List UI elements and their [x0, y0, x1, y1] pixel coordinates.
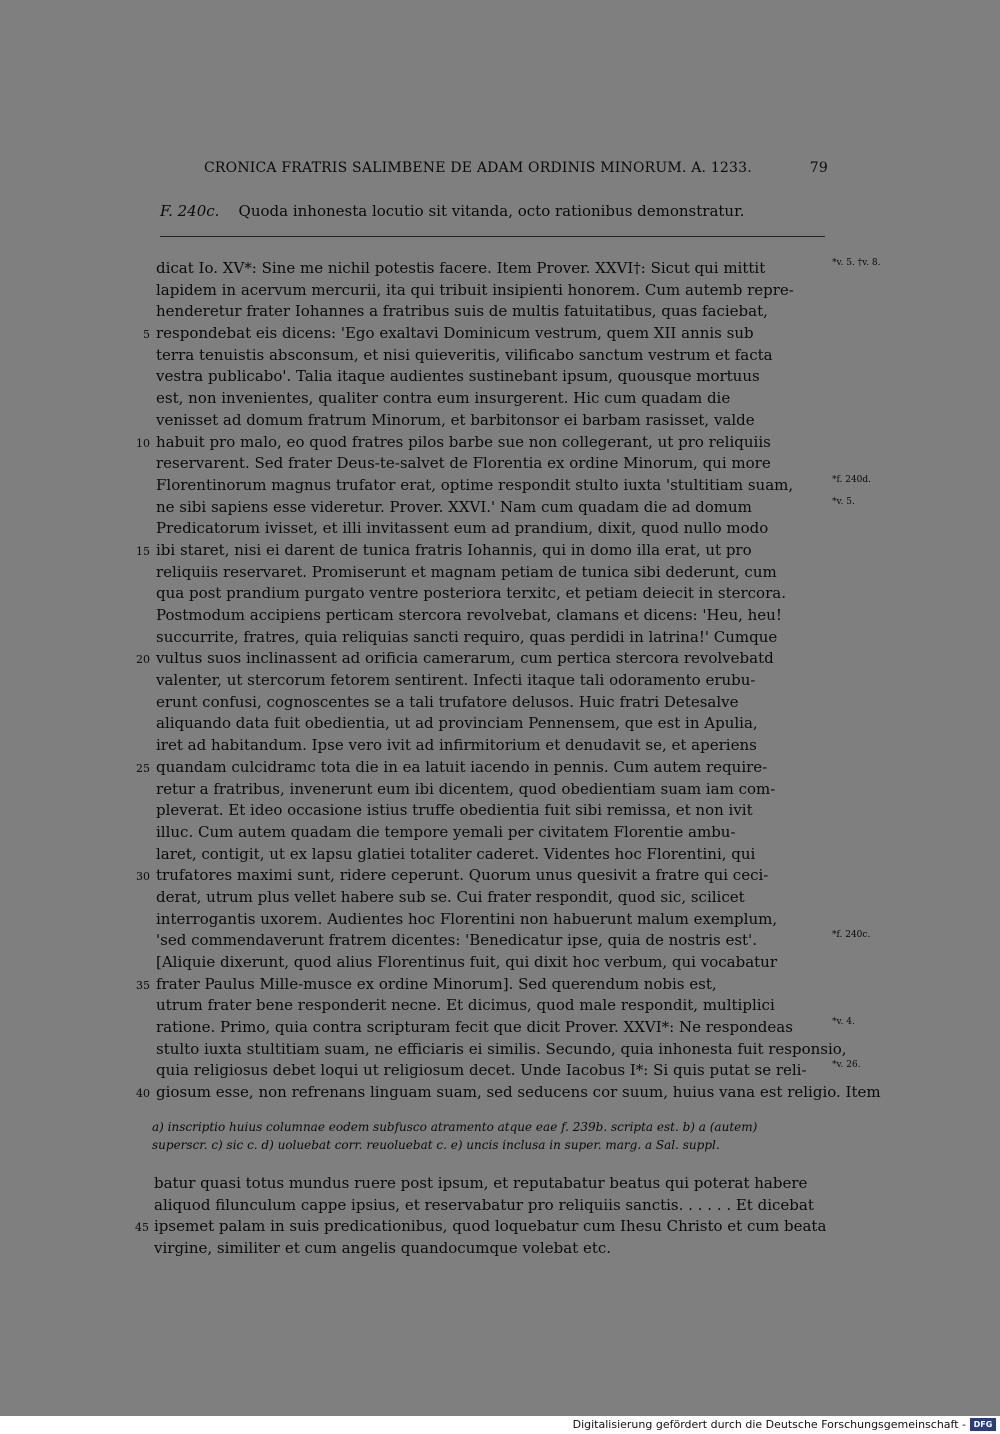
line-text: ne sibi sapiens esse videretur. Prover. XXVI.' Nam cum quadam die ad domum — [156, 497, 752, 516]
text-line — [156, 713, 826, 735]
chapter-heading — [160, 202, 820, 220]
line-text: quia religiosus debet loqui ut religiosum decet. Unde Iacobus I*: Si quis putat se reli- — [156, 1061, 807, 1080]
text-line — [137, 1238, 827, 1260]
margin-note: *v. 5. — [832, 496, 855, 507]
line-text: batur quasi totus mundus ruere post ipsum, et reputabatur beatus qui poterat habere — [154, 1174, 808, 1192]
line-text: stulto iuxta stultitiam suam, ne efficiaris ei similis. Secundo, quia inhonesta fuit responsio, — [156, 1039, 847, 1058]
line-text: habuit pro malo, eo quod fratres pilos barbe sue non collegerant, ut pro reliquiis — [156, 432, 771, 451]
text-line — [136, 648, 826, 670]
text-line — [156, 605, 826, 627]
text-line — [156, 410, 826, 432]
text-line — [136, 540, 826, 562]
text-line — [136, 974, 826, 996]
text-line — [156, 453, 826, 475]
line-text: qua post prandium purgato ventre posteriora terxitc, et petiam deiecit in stercora. — [156, 584, 786, 603]
margin-note: *f. 240d. — [832, 474, 872, 485]
margin-note: *v. 26. — [832, 1060, 861, 1071]
folio-ref: F. 240c. — [160, 202, 220, 220]
line-text: Florentinorum magnus trufator erat, optime respondit stulto iuxta 'stultitiam suam, — [156, 475, 794, 494]
line-text: laret, contigit, ut ex lapsu glatiei totaliter caderet. Videntes hoc Florentini, qui — [156, 844, 756, 863]
text-line — [137, 1195, 827, 1217]
text-line — [152, 1118, 824, 1136]
text-line — [156, 583, 826, 605]
text-line — [136, 865, 826, 887]
line-text: utrum frater bene responderit necne. Et dicimus, quod male respondit, multiplici — [156, 996, 775, 1015]
separator-rule — [160, 236, 825, 237]
text-line — [156, 258, 881, 280]
text-line — [152, 1136, 824, 1154]
text-line — [156, 800, 826, 822]
margin-note: *f. 240c. — [832, 930, 871, 941]
line-text: iret ad habitandum. Ipse vero ivit ad infirmitorium et denudavit se, et aperiens — [156, 736, 757, 755]
credit-text: Digitalisierung gefördert durch die Deutsche Forschungsgemeinschaft - — [572, 1418, 966, 1431]
main-text — [136, 258, 881, 1104]
running-title: CRONICA FRATRIS SALIMBENE DE ADAM ORDINIS MINORUM. A. 1233. — [204, 160, 752, 176]
line-number: 35 — [136, 978, 150, 992]
running-head — [204, 160, 828, 176]
line-text: vestra publicabo'. Talia itaque audientes sustinebant ipsum, quousque mortuus — [156, 367, 760, 386]
text-line — [156, 345, 826, 367]
line-text: Predicatorum ivisset, et illi invitassent eum ad prandium, dixit, quod nullo modo — [156, 519, 769, 538]
line-text: erunt confusi, cognoscentes se a tali trufatore delusos. Huic fratri Detesalve — [156, 692, 739, 711]
text-line — [156, 496, 855, 519]
text-line — [156, 1060, 861, 1082]
text-line — [156, 909, 826, 931]
line-text: aliquando data fuit obedientia, ut ad provinciam Pennensem, que est in Apulia, — [156, 714, 758, 733]
line-text: Postmodum accipiens perticam stercora revolvebat, clamans et dicens: 'Heu, heu! — [156, 606, 782, 624]
text-line — [156, 844, 826, 866]
text-line — [143, 323, 826, 345]
dfg-logo: DFG — [970, 1418, 996, 1431]
line-text: ipsemet palam in suis predicationibus, quod loquebatur cum Ihesu Christo et cum beata — [154, 1217, 827, 1236]
text-line — [156, 952, 826, 974]
text-line — [156, 692, 826, 714]
heading-text: Quoda inhonesta locutio sit vitanda, octo rationibus demonstratur. — [238, 202, 745, 220]
text-line — [156, 562, 826, 584]
text-line — [156, 995, 826, 1017]
text-line — [156, 930, 871, 952]
line-number: 15 — [136, 544, 150, 558]
text-line — [156, 388, 826, 410]
line-text: dicat Io. XV*: Sine me nichil potestis facere. Item Prover. XXVI†: Sicut qui mittit — [156, 259, 766, 277]
line-text: venisset ad domum fratrum Minorum, et barbitonsor ei barbam rasisset, valde — [156, 410, 755, 429]
page-number: 79 — [809, 160, 828, 176]
text-line — [137, 1216, 827, 1238]
text-line — [156, 627, 826, 649]
line-number: 20 — [136, 653, 150, 667]
text-line — [156, 1017, 855, 1039]
line-text: illuc. Cum autem quadam die tempore yemali per civitatem Florentie ambu- — [156, 822, 736, 841]
text-line — [156, 474, 872, 497]
line-text: retur a fratribus, invenerunt eum ibi dicentem, quod obedientiam suam iam com- — [156, 779, 776, 798]
line-number: 40 — [136, 1087, 150, 1101]
margin-note: *v. 5. †v. 8. — [832, 258, 881, 268]
line-text: ibi staret, nisi ei darent de tunica fratris Iohannis, qui in domo illa erat, ut pro — [156, 540, 752, 559]
line-text: henderetur frater Iohannes a fratribus suis de multis fatuitatibus, quas faciebat, — [156, 302, 768, 321]
text-line — [156, 301, 826, 323]
line-text: succurrite, fratres, quia reliquias sancti requiro, quas perdidi in latrina!' Cumque — [156, 627, 778, 646]
line-number: 10 — [136, 436, 150, 450]
line-text: virgine, similiter et cum angelis quandocumque volebat etc. — [154, 1239, 612, 1258]
text-line — [156, 670, 826, 692]
line-text: pleverat. Et ideo occasione istius truffe obedientia fuit sibi remissa, et non ivit — [156, 801, 753, 820]
footnote-text: superscr. c) sic c. d) uoluebat corr. reuoluebat c. e) uncis inclusa in super. marg. a Sal. suppl. — [152, 1138, 720, 1152]
line-text: 'sed commendaverunt fratrem dicentes: 'Benedicatur ipse, quia de nostris est'. — [156, 931, 757, 950]
text-line — [156, 887, 826, 909]
line-text: trufatores maximi sunt, ridere ceperunt. Quorum unus quesivit a fratre qui ceci- — [156, 866, 769, 885]
line-text: vultus suos inclinassent ad orificia camerarum, cum pertica stercora revolvebatd — [156, 649, 774, 668]
line-number: 5 — [143, 328, 150, 342]
text-line — [156, 366, 826, 388]
text-line — [156, 280, 826, 302]
credit-bar — [0, 1416, 1000, 1434]
text-line — [136, 1082, 881, 1104]
line-text: [Aliquie dixerunt, quod alius Florentinus fuit, qui dixit hoc verbum, qui vocabatur — [156, 953, 777, 971]
footnote-text: a) inscriptio huius columnae eodem subfusco atramento atque eae f. 239b. scripta est. b) a (autem) — [152, 1120, 758, 1134]
text-line — [156, 518, 826, 540]
footnotes — [152, 1118, 824, 1154]
text-line — [156, 822, 826, 844]
text-line — [136, 757, 826, 779]
line-text: derat, utrum plus vellet habere sub se. Cui frater respondit, quod sic, scilicet — [156, 887, 745, 906]
text-line — [156, 735, 826, 757]
text-line — [156, 1039, 847, 1061]
line-text: lapidem in acervum mercurii, ita qui tribuit insipienti honorem. Cum autemb repre- — [156, 280, 794, 299]
line-number: 30 — [136, 870, 150, 884]
line-text: quandam culcidramc tota die in ea latuit iacendo in pennis. Cum autem require- — [156, 757, 768, 776]
line-number: 25 — [136, 761, 150, 775]
margin-note: *v. 4. — [832, 1017, 855, 1028]
line-text: reliquiis reservaret. Promiserunt et magnam petiam de tunica sibi dederunt, cum — [156, 562, 777, 581]
line-text: interrogantis uxorem. Audientes hoc Florentini non habuerunt malum exemplum, — [156, 909, 778, 928]
line-text: terra tenuistis absconsum, et nisi quieveritis, vilificabo sanctum vestrum et facta — [156, 345, 773, 364]
line-text: est, non invenientes, qualiter contra eum insurgerent. Hic cum quadam die — [156, 389, 731, 408]
text-line — [136, 432, 826, 454]
line-text: ratione. Primo, quia contra scripturam fecit que dicit Prover. XXVI*: Ne respondeas — [156, 1018, 793, 1037]
line-text: frater Paulus Mille-musce ex ordine Minorum]. Sed querendum nobis est, — [156, 974, 717, 993]
line-text: giosum esse, non refrenans linguam suam, sed seducens cor suum, huius vana est religio. Item — [156, 1083, 881, 1102]
text-line — [156, 779, 826, 801]
line-text: reservarent. Sed frater Deus-te-salvet de Florentia ex ordine Minorum, qui more — [156, 454, 771, 473]
text-line — [137, 1173, 827, 1195]
continuation-text — [137, 1173, 827, 1260]
line-number: 45 — [135, 1221, 149, 1235]
line-text: respondebat eis dicens: 'Ego exaltavi Dominicum vestrum, quem XII annis sub — [156, 324, 754, 343]
line-text: aliquod filunculum cappe ipsius, et reservabatur pro reliquiis sanctis. . . . . . Et dicebat — [154, 1195, 814, 1214]
line-text: valenter, ut stercorum fetorem sentirent. Infecti itaque tali odoramento erubu- — [156, 671, 756, 690]
